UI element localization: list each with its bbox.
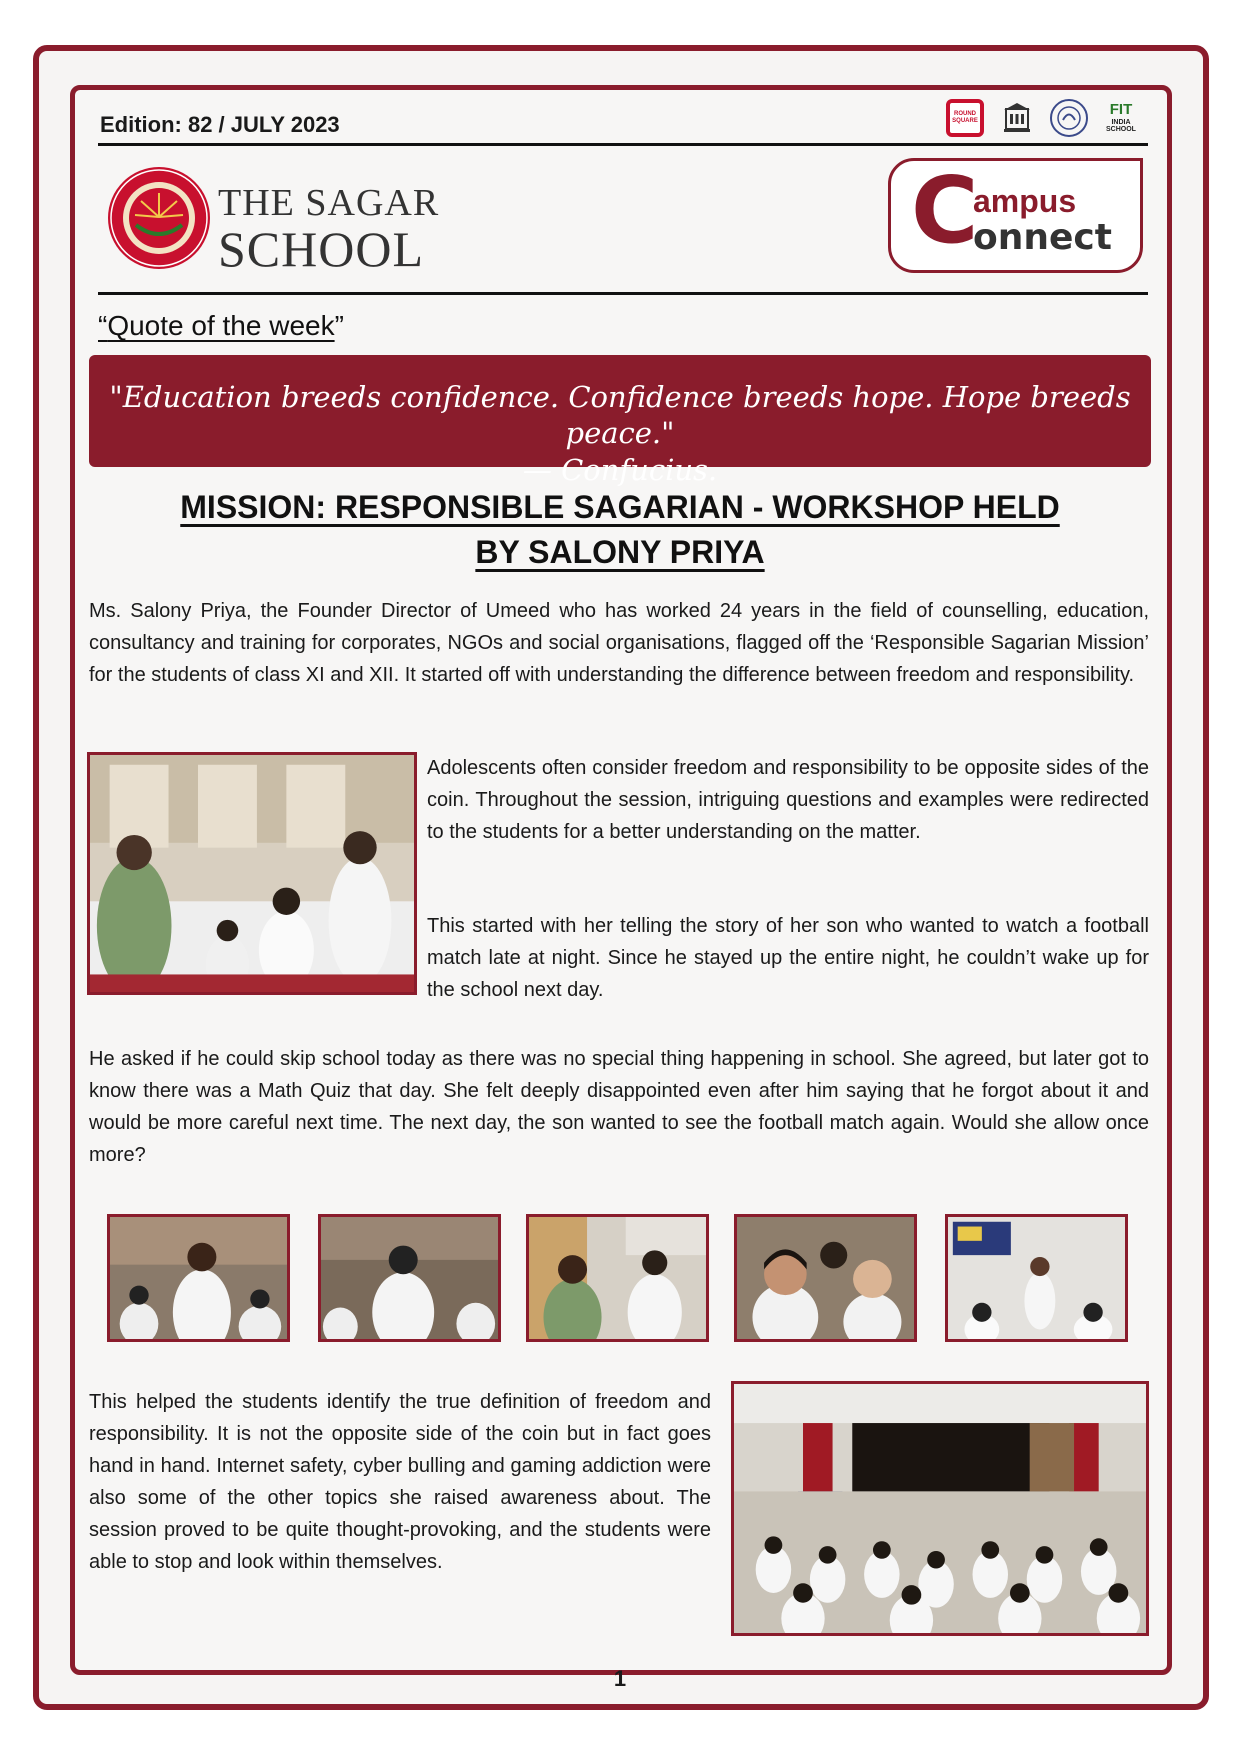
quote-heading: “Quote of the week” xyxy=(98,310,344,341)
quote-author: — Confucius. xyxy=(522,452,718,487)
workshop-photo-4 xyxy=(734,1214,917,1342)
article-paragraph-3: This started with her telling the story of her son who wanted to watch a football match late at night. Since he stayed up the entire night, he couldn’t wake up for the school next day. xyxy=(427,915,1149,1001)
header-rule-bottom xyxy=(98,292,1148,295)
international-award-icon xyxy=(1050,99,1088,137)
partner-logos xyxy=(946,99,1140,137)
quote-text: "Education breeds confidence. Confidence breeds hope. Hope breeds peace." xyxy=(109,380,1131,451)
article-title: MISSION: RESPONSIBLE SAGARIAN - WORKSHOP HELD BY SALONY PRIYA xyxy=(180,489,1060,570)
workshop-photo-auditorium xyxy=(731,1381,1149,1636)
workshop-photo-2 xyxy=(318,1214,501,1342)
workshop-photo-5 xyxy=(945,1214,1128,1342)
school-building-icon xyxy=(998,99,1036,137)
article-paragraph-4: He asked if he could skip school today as there was no special thing happening in school. She agreed, but later got to know there was a Math Quiz that day. She felt deeply disappointed even after him saying that he forgot about it and would be more careful next time. The next day, the son wanted to see the football match again. Would she allow once more? xyxy=(89,1048,1149,1166)
masthead-word2: onnect xyxy=(973,217,1112,258)
article-paragraph-1: Ms. Salony Priya, the Founder Director of Umeed who has worked 24 years in the field of counselling, education, consultancy and training for corporates, NGOs and social organisations, flagged off the ‘Responsible Sagarian Mission’ for the students of class XI and XII. It started off with understanding the difference between freedom and responsibility. xyxy=(89,600,1149,686)
header-rule-top xyxy=(98,143,1148,146)
page-number: 1 xyxy=(613,1666,627,1691)
article-paragraph-5: This helped the students identify the true definition of freedom and responsibility. It is not the opposite side of the coin but in fact goes hand in hand. Internet safety, cyber bulling and gaming addiction were also some of the other topics she raised awareness about. The session proved to be quite thought-provoking, and the students were able to stop and look within themselves. xyxy=(89,1391,711,1573)
workshop-photo-3 xyxy=(526,1214,709,1342)
workshop-photo-1 xyxy=(107,1214,290,1342)
round-square-icon: ROUND SQUARE xyxy=(946,99,984,137)
campus-connect-masthead xyxy=(888,158,1143,273)
school-name-line1: THE SAGAR xyxy=(218,182,440,224)
quote-banner xyxy=(89,355,1151,487)
masthead-c-letter: C xyxy=(911,157,979,264)
school-name xyxy=(218,182,440,277)
school-name-line2: SCHOOL xyxy=(218,221,425,277)
masthead-word1: ampus xyxy=(973,183,1077,219)
article-paragraph-2: Adolescents often consider freedom and responsibility to be opposite sides of the coin. Throughout the session, intriguing questions and examples were redirected to the students for a better understanding on the matter. xyxy=(427,757,1149,843)
school-crest-icon xyxy=(106,165,212,271)
fit-india-icon: FIT INDIA SCHOOL xyxy=(1106,101,1136,134)
workshop-photo-main xyxy=(87,752,417,995)
edition-label: Edition: 82 / JULY 2023 xyxy=(100,112,340,137)
